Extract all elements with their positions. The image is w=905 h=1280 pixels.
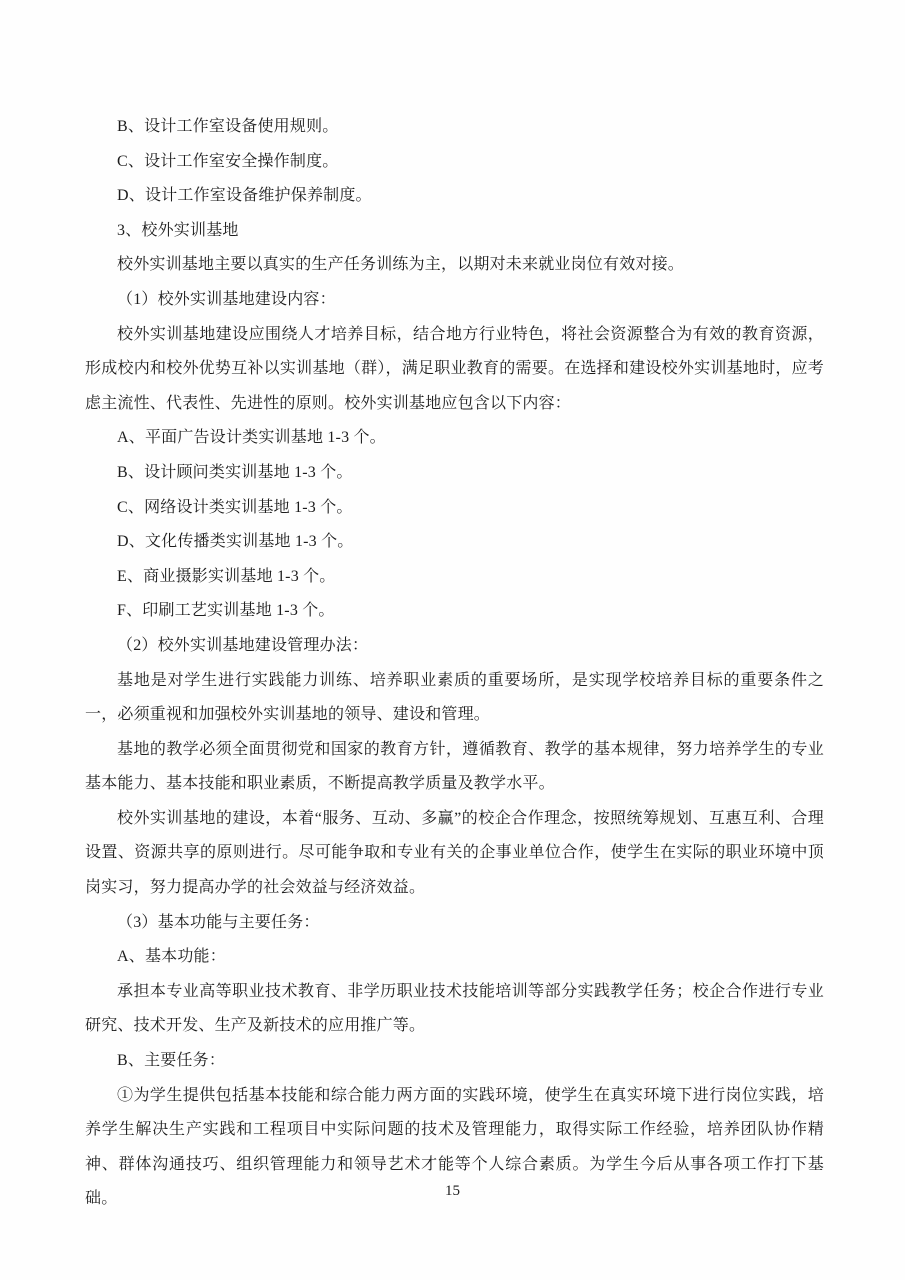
para-main-task: ①为学生提供包括基本技能和综合能力两方面的实践环境，使学生在真实环境下进行岗位实践，培养学生解决生产实践和工程项目中实际问题的技术及管理能力，取得实际工作经验，培养团队协作精神、群体沟通技巧、组织管理能力和领导艺术才能等个人综合素质。为学生今后从事各项工作打下基础。 [85,1086,824,1208]
list-item-b-equipment-usage-rules: B、设计工作室设备使用规则。 [117,118,339,135]
list-item-base-f-printing-craft: F、印刷工艺实训基地 1-3 个。 [117,602,335,620]
subheading-basic-function: A、基本功能： [117,948,226,966]
list-item-base-a-graphic-ad-design: A、平面广告设计类实训基地 1-3 个。 [117,429,386,447]
subheading-main-task: B、主要任务： [117,1052,226,1070]
para-cooperation-principle: 校外实训基地的建设，本着“服务、互动、多赢”的校企合作理念，按照统筹规划、互惠互利、合理设置、资源共享的原则进行。尽可能争取和专业有关的企事业单位合作，使学生在实际的职业环境中顶岗实习，努力提高办学的社会效益与经济效益。 [85,809,824,897]
para-base-importance: 基地是对学生进行实践能力训练、培养职业素质的重要场所，是实现学校培养目标的重要条件之一，必须重视和加强校外实训基地的领导、建设和管理。 [85,671,824,724]
para-teaching-policy: 基地的教学必须全面贯彻党和国家的教育方针，遵循教育、教学的基本规律，努力培养学生的专业基本能力、基本技能和职业素质，不断提高教学质量及教学水平。 [85,740,824,793]
list-item-d-maintenance-rules: D、设计工作室设备维护保养制度。 [117,187,372,205]
para-construction-content: 校外实训基地建设应围绕人才培养目标，结合地方行业特色，将社会资源整合为有效的教育资源，形成校内和校外优势互补以实训基地（群），满足职业教育的需要。在选择和建设校外实训基地时，应考虑主流性、代表性、先进性的原则。校外实训基地应包含以下内容： [85,325,824,412]
document-body [85,110,824,1217]
list-item-base-b-design-consulting: B、设计顾问类实训基地 1-3 个。 [117,463,353,481]
list-item-base-e-commercial-photography: E、商业摄影实训基地 1-3 个。 [117,567,336,585]
subheading-functions-and-tasks: （3）基本功能与主要任务： [117,913,320,931]
para-offcampus-base-intro: 校外实训基地主要以真实的生产任务训练为主，以期对未来就业岗位有效对接。 [117,256,685,274]
page-number: 15 [445,1183,460,1199]
list-item-base-c-web-design: C、网络设计类实训基地 1-3 个。 [117,498,353,516]
subheading-construction-content: （1）校外实训基地建设内容： [117,290,336,308]
para-basic-function: 承担本专业高等职业技术教育、非学历职业技术技能培训等部分实践教学任务；校企合作进行专业研究、技术开发、生产及新技术的应用推广等。 [85,982,824,1035]
list-item-c-safety-operation-rules: C、设计工作室安全操作制度。 [117,152,339,170]
subheading-management-method: （2）校外实训基地建设管理办法： [117,636,369,654]
list-item-base-d-culture-media: D、文化传播类实训基地 1-3 个。 [117,533,354,551]
heading-offcampus-training-base: 3、校外实训基地 [117,221,239,239]
